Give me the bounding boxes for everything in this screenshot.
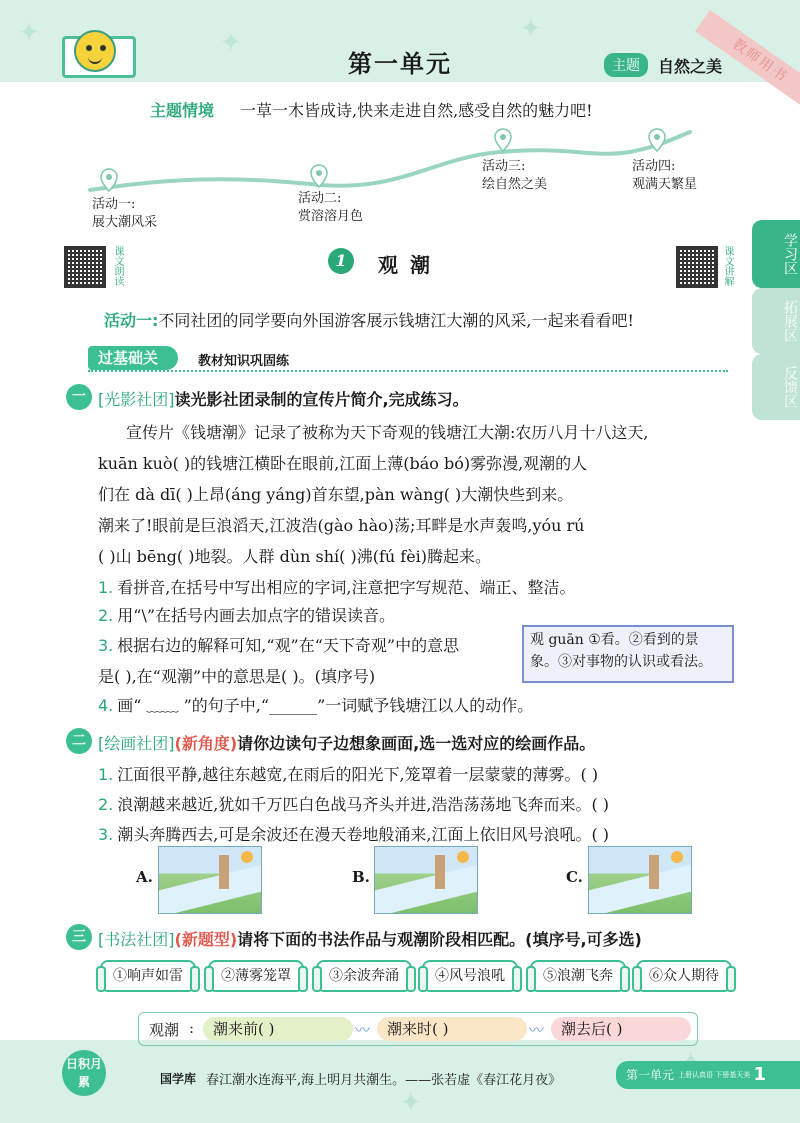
star-decoration: ✦ (18, 18, 40, 48)
question-3-heading: [书法社团](新题型)请将下面的书法作品与观潮阶段相匹配。(填序号,可多选) (98, 930, 642, 949)
lesson-number: 1 (328, 248, 354, 274)
stage-during[interactable]: 潮来时( ) (377, 1017, 527, 1041)
stage-before[interactable]: 潮来前( ) (203, 1017, 353, 1041)
question-3-number: 三 (66, 924, 92, 950)
passage-line-3: 们在 dà dī( )上昂(áng yáng)首东望,pàn wàng( )大潮快些到来。 (98, 485, 574, 504)
q1-item-2: 2. 用“\”在括号内画去加点字的错误读音。 (98, 606, 396, 625)
calligraphy-scroll-6: ⑥众人期待 (636, 960, 732, 992)
question-1-number: 一 (66, 384, 92, 410)
question-2-heading: [绘画社团](新角度)请你边读句子边想象画面,选一选对应的绘画作品。 (98, 734, 596, 753)
qr-code-reading[interactable] (64, 246, 106, 288)
unit-title: 第一单元 (348, 50, 452, 78)
picture-a (158, 846, 262, 914)
passage-line-1: 宣传片《钱塘潮》记录了被称为天下奇观的钱塘江大潮:农历八月十八这天, (126, 423, 649, 442)
section-subtitle: 教材知识巩固练 (198, 354, 290, 369)
stage-label: 观潮 (149, 1021, 180, 1039)
scenario-text: 一草一木皆成诗,快来走进自然,感受自然的魅力吧! (240, 101, 593, 120)
side-tab-extend[interactable]: 拓展区 (752, 288, 800, 354)
star-decoration: ✦ (400, 1088, 422, 1118)
activity-one-intro: 活动一:不同社团的同学要向外国游客展示钱塘江大潮的风采,一起来看看吧! (104, 311, 634, 330)
activity-route-line (70, 118, 700, 218)
lesson-title: 观潮 (378, 253, 442, 277)
side-tab-feedback[interactable]: 反馈区 (752, 354, 800, 420)
star-decoration: ✦ (520, 14, 542, 44)
scenario-label: 主题情境 (150, 101, 215, 120)
picture-c-label: C. (566, 868, 583, 886)
definition-box: 观 guān ①看。②看到的景象。③对事物的认识或看法。 (522, 625, 734, 683)
activity-4-label: 活动四: 观满天繁星 (632, 159, 698, 192)
star-decoration: ✦ (220, 28, 242, 58)
calligraphy-scroll-3: ③余波奔涌 (316, 960, 412, 992)
qr-caption-lecture: 课文讲解 (722, 246, 733, 286)
stage-matching-row: 观潮 : 潮来前( ) 〰 潮来时( ) 〰 潮去后( ) (138, 1012, 698, 1046)
question-1-heading: [光影社团]读光影社团录制的宣传片简介,完成练习。 (98, 390, 469, 409)
activity-1-label: 活动一: 展大潮风采 (92, 197, 158, 230)
location-pin-icon (494, 128, 512, 152)
q1-item-4: 4. 画“ ﹏﹏ ”的句子中,“______”一词赋予钱塘江以人的动作。 (98, 696, 534, 715)
location-pin-icon (648, 128, 666, 152)
location-pin-icon (100, 168, 118, 192)
theme-tag: 主题 (604, 53, 648, 77)
calligraphy-scroll-4: ④风号浪吼 (422, 960, 518, 992)
calligraphy-scroll-1: ①响声如雷 (100, 960, 196, 992)
qr-code-lecture[interactable] (676, 246, 718, 288)
daily-accumulation-badge: 日积月累 (62, 1050, 106, 1096)
page-number: 1 (753, 1064, 766, 1085)
footer-unit-tag: 第一单元 上册认真语 下册基天美 1 (616, 1061, 800, 1089)
q2-item-2: 2. 浪潮越来越近,犹如千万匹白色战马齐头并进,浩浩荡荡地飞奔而来。( ) (98, 795, 610, 814)
picture-b (374, 846, 478, 914)
q1-item-3-cont: 是( ),在“观潮”中的意思是( )。(填序号) (98, 667, 376, 686)
activity-2-label: 活动二: 赏溶溶月色 (298, 191, 364, 224)
picture-c (588, 846, 692, 914)
picture-b-label: B. (352, 868, 370, 886)
calligraphy-scroll-5: ⑤浪潮飞奔 (530, 960, 626, 992)
section-title: 过基础关 (88, 346, 178, 370)
calligraphy-scroll-2: ②薄雾笼罩 (208, 960, 304, 992)
section-divider (88, 370, 728, 372)
question-2-number: 二 (66, 728, 92, 754)
location-pin-icon (310, 164, 328, 188)
passage-line-5: ( )山 bēng( )地裂。人群 dùn shí( )沸(fú fèi)腾起来。 (98, 547, 492, 566)
activity-3-label: 活动三: 绘自然之美 (482, 159, 548, 192)
q2-item-3: 3. 潮头奔腾西去,可是余波还在漫天卷地般涌来,江面上依旧风号浪吼。( ) (98, 825, 610, 844)
passage-line-2: kuān kuò( )的钱塘江横卧在眼前,江面上薄(báo bó)雾弥漫,观潮的人 (98, 454, 588, 473)
picture-a-label: A. (136, 868, 153, 886)
guoxue-label: 国学库 (160, 1072, 197, 1086)
guoxue-text: 春江潮水连海平,海上明月共潮生。——张若虚《春江花月夜》 (206, 1073, 562, 1088)
q1-item-3: 3. 根据右边的解释可知,“观”在“天下奇观”中的意思 (98, 636, 460, 655)
qr-caption-reading: 课文朗读 (112, 246, 123, 286)
stage-after[interactable]: 潮去后( ) (551, 1017, 691, 1041)
side-tab-study[interactable]: 学习区 (752, 220, 800, 288)
theme-text: 自然之美 (658, 57, 723, 76)
q1-item-1: 1. 看拼音,在括号中写出相应的字词,注意把字写规范、端正、整洁。 (98, 578, 576, 597)
passage-line-4: 潮来了!眼前是巨浪滔天,江波浩(gào hào)荡;耳畔是水声轰鸣,yóu rú (98, 516, 585, 535)
corner-ribbon: 教师用书 (695, 10, 800, 112)
q2-item-1: 1. 江面很平静,越往东越宽,在雨后的阳光下,笼罩着一层蒙蒙的薄雾。( ) (98, 765, 599, 784)
